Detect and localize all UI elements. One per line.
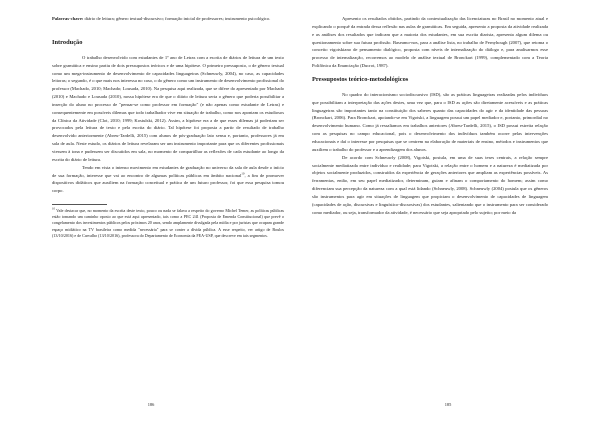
footnote bbox=[52, 208, 284, 239]
results-paragraph: Apresento os resultados obtidos, partindo da contextualização das licenciaturas no Brasil no momento atual e explicando o porquê da entrada dessa reflexão nas aulas de gramáticas. Em seguida, apresento a proposta da atividade realizada e as análises dos resultados que indicam que a maioria dos estudantes, em sua escrita diarista, apresenta algum dilema ou questionamento sobre sua futura profissão. Baseamo-nos, para a análise lista, no trabalho de Fernyhough (2007), que retoma o conceito vigotskiano de pensamento dialógico, proposta com níveis de internalização do diálogo e, para analisarmos esse processo de internalização, recorremos ao modelo de análise textual de Bronckart (1999), complementado com a Teoria Polifônica da Enunciação (Ducrot, 1987). bbox=[312, 16, 548, 69]
page-number-right: 185 bbox=[444, 402, 452, 407]
page-number-left: 186 bbox=[147, 402, 155, 407]
right-page bbox=[300, 0, 600, 424]
intro-paragraph-2-rest: , a fim de promover dispositivos didáticos que auxiliem na formação conceitual e prática de um futuro professor, foi que essa pesquisa tomou corpo. bbox=[52, 172, 285, 194]
section-heading: Pressupostos teórico-metodológicos bbox=[312, 75, 409, 83]
footnote-reference[interactable]: 10 bbox=[241, 170, 245, 175]
keywords bbox=[52, 15, 284, 23]
theory-paragraph-1: No quadro do interacionismo sociodiscursivo (ISD), são as práticas linguageiras realizadas pelos indivíduos que possibilitam a interpretação das ações destes, uma vez que, para o ISD as ações são diretamente acessíveis e as práticas linguageiras são importantes tanto na constituição dos saberes quanto das capacidades do agir e da identidade das pessoas (Bronckart, 2006). Para Bronckart, apoiando-se em Vigotski, a linguagem possui um papel mediador e, portanto, primordial no desenvolvimento humano. Como já ressaltamos em trabalhos anteriores (Abreu-Tardelli, 2015), o ISD possui estreita relação com as pesquisas no campo educacional, pois o desenvolvimento dos indivíduos também ocorre pelas intervenções educacionais e daí o interesse por pesquisas que se centrem na elaboração de materiais de ensino, métodos e instrumentos que auxiliem o trabalho do professor e a aprendizagem dos alunos. bbox=[312, 91, 548, 152]
intro-paragraph-1: O trabalho desenvolvido com estudantes de 1º ano de Letras com a escrita de diários de leitura de um texto sobre gramática e ensino partiu de dois pressupostos teóricos e de uma hipótese. O primeiro pressuposto, o de gênero textual como um mega-instrumento de desenvolvimento de capacidades linguageiras (Schneuwly, 2004), no caso, as capacidades leitoras; o segundo, é o que mais nos interessa no caso, o do gênero como um instrumento de desenvolvimento profissional do professor (Machado, 2010; Machado; Lousada, 2010). Na pesquisa aqui realizada, que se difere do apresentado por Machado (2010) e Machado e Lousada (2010), nossa hipótese era de que o diário de leitura seria o gênero que poderia possibilitar a inserção do aluno no processo de "pensar-se como professor em formação" (e não apenas como estudante de Letras) e consequentemente em possíveis dilemas que todo trabalhador vive em situação de trabalho, como nos apontam os estudiosos da Clínica da Atividade (Clot, 2010; 1999; Kostulski, 2012). Assim, a hipótese era a de que esses dilemas já poderiam ser provocados pela leitura de texto e pela escrita do diário. Tal hipótese foi proposta a partir de resultado de trabalho desenvolvido anteriormente (Abreu-Tardelli, 2015) com alunos de pós-graduação lato sensu e, portanto, professores já em sala de aula. Neste estudo, os diários de leitura revelaram ser um instrumento importante para que os diferentes profissionais viessem à tona e pudessem ser discutidos em sala, no momento de compartilhar as reflexões de cada estudante ao longo da escrita do diário de leitura. bbox=[52, 54, 284, 162]
spacer bbox=[52, 23, 284, 33]
left-text-column bbox=[52, 15, 284, 239]
intro-paragraph-2-text: Tendo em vista o intenso movimento em estudantes de graduação no universo da sala de aula desde o início de sua formação, interesse que vai ao encontro de algumas políticas públicas em âmbito nacional bbox=[52, 164, 284, 178]
keywords-text: diário de leitura; gênero textual-discursivo; formação inicial de professores; instrumento psicológico. bbox=[84, 16, 271, 21]
footnote-divider bbox=[52, 204, 107, 205]
footnote-text: Vale destacar que, no momento da escrita deste texto, pouco ou nada se falava a respeito do governo Michel Temer, as políticas públicas estão tomando um caminho oposto ao que está aqui apresentado, tais como a PEC 241 (Proposta de Emenda Constitucional) que prevê o congelamento dos investimentos públicos pelos próximos 20 anos, sendo amplamente divulgada pela mídia e por juristas que ocupam grande espaço midiático na TV brasileira como medida "necessária" para se conter a dívida pública. A esse respeito, ver artigo de Boulos (13/10/2016) e de Carvalho (13/10/2016), professora do Departamento de Economia da FEA-USP, que descreve em tais segmentos. bbox=[52, 208, 284, 238]
intro-heading: Introdução bbox=[52, 38, 83, 46]
keywords-label: Palavras-chave: bbox=[52, 16, 84, 21]
theory-paragraph-2: De acordo com Schneuwly (2008), Vigotski, postula, em uma de suas teses centrais, a relação sempre socialmente mediatizada entre indivíduo e realidade; para Vigotski, a relação entre o homem e a natureza é mediatizada por objetos socialmente produzidos, construídos da experiência de gerações anteriores que ampliam as experiências possíveis. As ferramentas, então, em seu papel mediatizador, determinam, guiam e afinam o comportamento do homem; assim como diferenciam sua percepção da natureza com a qual está lidando (Schneuwly, 2008). Schneuwly (2004) postula que os gêneros são instrumentos para agir em situações de linguagem que propiciam o desenvolvimento de capacidades de linguagem (capacidades de ação, discursivas e linguístico-discursivas) dos estudantes, salientando que o instrumento para ser considerado como mediador, ou seja, transformador da atividade, é necessário que seja apropriado pelo sujeito; por meio da bbox=[312, 154, 548, 215]
intro-paragraph-2 bbox=[52, 164, 284, 195]
footnote-number: 10 bbox=[52, 206, 55, 211]
right-text-column bbox=[312, 15, 548, 216]
